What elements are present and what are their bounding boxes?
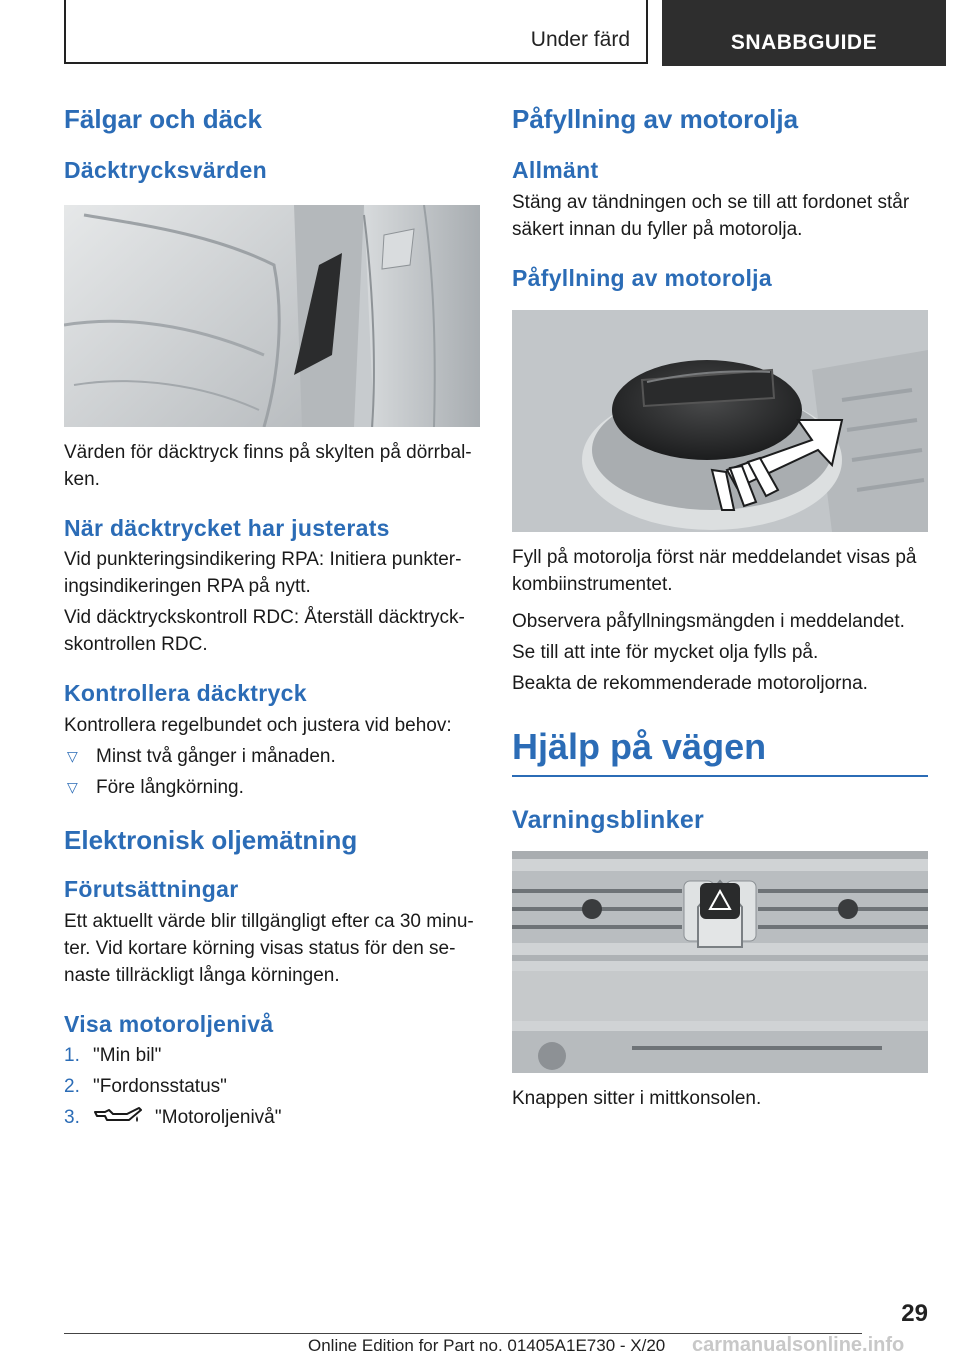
header-box [64, 0, 648, 64]
section-title-wheels: Fälgar och däck [64, 104, 262, 134]
list-item [64, 1042, 480, 1069]
hazard-caption: Knappen sitter i mittkonsolen. [512, 1087, 762, 1109]
bullet-text: Minst två gånger i månaden. [96, 745, 336, 767]
door-pillar-figure [64, 205, 480, 427]
subheading-hazard-lights: Varningsblinker [512, 805, 705, 834]
section-title-oil-measure: Elektronisk oljemätning [64, 824, 358, 855]
subheading-oil-fill: Påfyllning av motorolja [512, 264, 772, 291]
subheading-prerequisites: Förutsättningar [64, 876, 239, 903]
oil-quantity-paragraph: Observera påfyllningsmängden i meddelandet. [512, 611, 905, 633]
subheading-after-adjust: När däcktrycket har justerats [64, 514, 390, 541]
step-number: 1. [64, 1045, 80, 1067]
header-tab: SNABBGUIDE [662, 0, 946, 66]
oil-recommend-paragraph: Beakta de rekommenderade motoroljorna. [512, 673, 868, 695]
hazard-button-illustration [512, 851, 928, 1073]
oil-can-icon [93, 1104, 145, 1128]
left-column [64, 96, 480, 1131]
triangle-bullet-icon: ▽ [67, 778, 78, 795]
subheading-general: Allmänt [512, 157, 599, 184]
right-column [512, 96, 928, 1112]
subheading-check-pressure: Kontrollera däcktryck [64, 680, 307, 707]
footer-watermark: carmanualsonline.info [692, 1334, 905, 1356]
subheading-tire-pressure-values: Däcktrycksvärden [64, 157, 267, 184]
step-number: 2. [64, 1076, 80, 1098]
list-item [64, 774, 480, 801]
door-pillar-illustration [64, 205, 480, 427]
footer-edition: Online Edition for Part no. 01405A1E730 - X/20 [308, 1336, 666, 1355]
bullet-text: Före långkörning. [96, 776, 244, 798]
oil-fill-caption: Fyll på motorolja först när meddelandet visas på kombiinstrumentet. [512, 547, 917, 596]
general-paragraph: Stäng av tändningen och se till att fordonet står säkert innan du fyller på motorolja. [512, 191, 910, 240]
page-header [0, 0, 960, 66]
tire-values-caption: Värden för däcktryck finns på skylten på dörrbal- ken. [64, 441, 472, 490]
rdc-paragraph: Vid däcktryckskontroll RDC: Återställ däcktryck- skontrollen RDC. [64, 607, 465, 656]
section-title-oil-fill: Påfyllning av motorolja [512, 104, 799, 134]
step-text: "Fordonsstatus" [93, 1076, 227, 1098]
list-item [64, 1073, 480, 1100]
step-number: 3. [64, 1107, 80, 1129]
prerequisites-paragraph: Ett aktuellt värde blir tillgängligt efter ca 30 minu- ter. Vid kortare körning visas status för den se- naste tillräckligt långa körningen. [64, 910, 474, 986]
subheading-show-oil-level: Visa motoroljenivå [64, 1010, 274, 1037]
list-item [64, 1104, 480, 1131]
list-item [64, 743, 480, 770]
triangle-bullet-icon: ▽ [67, 747, 78, 764]
chapter-title-roadside-help: Hjälp på vägen [512, 726, 767, 768]
step-text: "Min bil" [93, 1045, 162, 1067]
page-number: 29 [901, 1300, 928, 1327]
oil-overfill-paragraph: Se till att inte för mycket olja fylls på. [512, 642, 819, 664]
oil-cap-illustration [512, 310, 928, 532]
step-text: "Motoroljenivå" [155, 1107, 282, 1129]
header-section-title: Under färd [530, 28, 630, 51]
chapter-rule [512, 775, 928, 777]
check-pressure-paragraph: Kontrollera regelbundet och justera vid behov: [64, 714, 452, 736]
rpa-paragraph: Vid punkteringsindikering RPA: Initiera punkter- ingsindikeringen RPA på nytt. [64, 549, 462, 598]
oil-cap-figure [512, 310, 928, 532]
hazard-button-figure [512, 851, 928, 1073]
